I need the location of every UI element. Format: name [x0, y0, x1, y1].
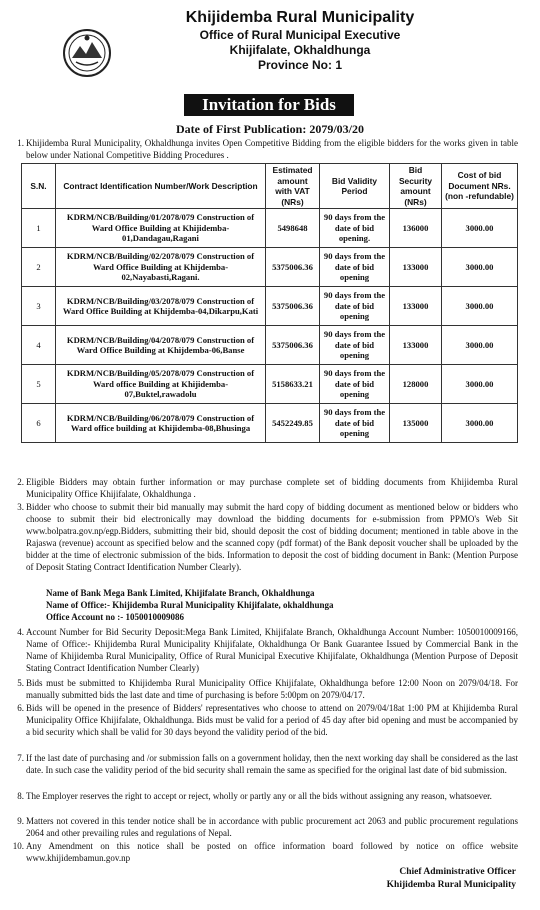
- bid-table: [21, 163, 518, 443]
- item-text: If the last date of purchasing and /or submission falls on a government holiday, then the next working day shall be considered as the last date. In such case the validity period of the bid security shall remain the same as specified for the original last date of bid submission.: [26, 753, 518, 775]
- publication-date: Date of First Publication: 2079/03/20: [176, 122, 364, 136]
- signatory-title: Chief Administrative Officer: [399, 867, 516, 877]
- bank-account-number: Office Account no :- 1050010009086: [46, 612, 184, 622]
- item-number: 1.: [17, 138, 24, 148]
- notice-item: [17, 677, 518, 701]
- cell-description: KDRM/NCB/Building/05/2078/079 Construction of Ward office Building at Khijidemba-07,Buktel,rawadolu: [56, 365, 266, 404]
- notice-item: [17, 626, 518, 674]
- cell-description: KDRM/NCB/Building/01/2078/079 Construction of Ward Office Building at Khijidemba-01,Dandagau,Ragani: [56, 209, 266, 248]
- cell-cost: 3000.00: [442, 248, 518, 287]
- table-row: [22, 287, 518, 326]
- letterhead: [0, 8, 540, 73]
- column-header: S.N.: [22, 164, 56, 209]
- cell-validity: 90 days from the date of bid opening: [320, 248, 390, 287]
- table-row: [22, 326, 518, 365]
- intro-paragraph: [17, 137, 518, 161]
- item-text: Account Number for Bid Security Deposit:Mega Bank Limited, Khijifalate Branch, Okhaldhunga Account Number: 1050010009166, Name of Office:- Khijidemba Rural Municipality Khijifalate, Okhaldhunga Or Bank Guarantee Issued by Commercial Bank in the Name of Khijidemba Rural Municipality, Office of Rural Municipal Executive Khijifalate, Okhaldhunga (Mention Purpose of Deposit Stating Contract Identification Number Clearly): [26, 627, 518, 673]
- notice-item: [17, 815, 518, 839]
- cell-validity: 90 days from the date of bid opening: [320, 404, 390, 443]
- notice-item: [17, 501, 518, 573]
- column-header: Cost of bid Document NRs.(non -refundable): [442, 164, 518, 209]
- bank-details: [46, 587, 334, 623]
- cell-security: 133000: [390, 248, 442, 287]
- table-row: [22, 365, 518, 404]
- cell-amount: 5375006.36: [266, 287, 320, 326]
- province: Province No: 1: [257, 58, 343, 72]
- cell-sn: 3: [22, 287, 56, 326]
- notice-item: [17, 790, 518, 802]
- notice-banner: Invitation for Bids: [184, 94, 354, 116]
- item-text: Bids will be opened in the presence of Bidders' representatives who choose to attend on 2079/04/18at 1:00 PM at Khijidemba Rural Municipality Office Khijifalate, Okhaldhunga. Bids must be valid for a period of 45 day after bid opening and must be accompanied by a bid security which shall be valid for 30 days beyond the validity period of the bid.: [26, 703, 518, 737]
- item-text: Any Amendment on this notice shall be posted on office information board followed by notice on office website www.khijidembamun.gov.np: [26, 841, 518, 863]
- cell-security: 133000: [390, 287, 442, 326]
- notice-item: [17, 702, 518, 738]
- table-header-row: [22, 164, 518, 209]
- cell-sn: 1: [22, 209, 56, 248]
- cell-validity: 90 days from the date of bid opening: [320, 365, 390, 404]
- item-number: 3.: [17, 502, 24, 512]
- cell-description: KDRM/NCB/Building/03/2078/079 Construction of Ward Office Building at Khijdemba-04,Dikarpu,Kati: [56, 287, 266, 326]
- cell-sn: 5: [22, 365, 56, 404]
- cell-amount: 5375006.36: [266, 248, 320, 287]
- item-text: Bids must be submitted to Khijidemba Rural Municipality Office Khijifalate, Okhaldhunga before 12:00 Noon on 2079/04/18. For manually submitted bids the last date and time of purchasing is before 5:00pm on 2079/04/17.: [26, 678, 518, 700]
- notice-item: [17, 476, 518, 500]
- cell-sn: 4: [22, 326, 56, 365]
- bank-office-name: Name of Office:- Khijidemba Rural Municipality Khijifalate, okhaldhunga: [46, 600, 334, 610]
- cell-validity: 90 days from the date of bid opening: [320, 287, 390, 326]
- cell-amount: 5158633.21: [266, 365, 320, 404]
- item-number: 2.: [17, 477, 24, 487]
- item-number: 10.: [12, 841, 24, 851]
- cell-amount: 5498648: [266, 209, 320, 248]
- table-row: [22, 209, 518, 248]
- municipality-name: Khijidemba Rural Municipality: [185, 9, 415, 26]
- item-number: 4.: [17, 627, 24, 637]
- cell-cost: 3000.00: [442, 209, 518, 248]
- table-row: [22, 248, 518, 287]
- signatory-organization: Khijidemba Rural Municipality: [386, 880, 516, 890]
- cell-validity: 90 days from the date of bid opening.: [320, 209, 390, 248]
- cell-cost: 3000.00: [442, 404, 518, 443]
- cell-cost: 3000.00: [442, 365, 518, 404]
- cell-sn: 2: [22, 248, 56, 287]
- bank-name: Name of Bank Mega Bank Limited, Khijifalate Branch, Okhaldhunga: [46, 588, 315, 598]
- cell-description: KDRM/NCB/Building/04/2078/079 Construction of Ward Office Building at Khijdemba-06,Banse: [56, 326, 266, 365]
- item-number: 7.: [17, 753, 24, 763]
- office-address: Khijifalate, Okhaldhunga: [229, 43, 371, 57]
- item-number: 9.: [17, 816, 24, 826]
- item-text: Khijidemba Rural Municipality, Okhaldhunga invites Open Competitive Bidding from the eligible bidders for the works given in table below under National Competitive Bidding Procedures .: [26, 138, 518, 160]
- cell-security: 136000: [390, 209, 442, 248]
- cell-security: 135000: [390, 404, 442, 443]
- cell-description: KDRM/NCB/Building/02/2078/079 Construction of Ward Office Building at Khijdemba-02,Nayabasti,Ragani.: [56, 248, 266, 287]
- office-name: Office of Rural Municipal Executive: [199, 28, 401, 42]
- column-header: Bid Validity Period: [320, 164, 390, 209]
- cell-cost: 3000.00: [442, 326, 518, 365]
- item-text: The Employer reserves the right to accept or reject, wholly or partly any or all the bids without assigning any reason, whatsoever.: [26, 791, 492, 801]
- item-text: Matters not covered in this tender notice shall be in accordance with public procurement act 2063 and public procurement regulations 2064 and other prevailing rules and regulations of Nepal.: [26, 816, 518, 838]
- item-text: Eligible Bidders may obtain further information or may purchase complete set of bidding documents from Khijidemba Rural Municipality Office Khijifalate, Okhaldhunga .: [26, 477, 518, 499]
- cell-validity: 90 days from the date of bid opening: [320, 326, 390, 365]
- cell-amount: 5375006.36: [266, 326, 320, 365]
- cell-security: 128000: [390, 365, 442, 404]
- cell-security: 133000: [390, 326, 442, 365]
- item-number: 6.: [17, 703, 24, 713]
- item-text: Bidder who choose to submit their bid manually may submit the hard copy of bidding document as mentioned below or bidders who choose to submit their bid electronically may download the bidding documents for e-submission from PPMO's Web Sit www.bolpatra.gov.np/egp.Bidders, submitting their bid, should deposit the cost of bidding document; mentioned in table above in the Rajaswa (revenue) account as specified below and the scanned copy (pdf format) of the Bank deposit voucher shall be uploaded by the bidder at the time of electronic submission of the bids. Information to deposit the cost of bidding document in Bank: (Mention Purpose of Deposit Stating Contract Identification Number Clearly).: [26, 502, 518, 572]
- column-header: Bid Security amount (NRs): [390, 164, 442, 209]
- notice-item: [17, 752, 518, 776]
- item-number: 5.: [17, 678, 24, 688]
- item-number: 8.: [17, 791, 24, 801]
- cell-amount: 5452249.85: [266, 404, 320, 443]
- table-row: [22, 404, 518, 443]
- cell-sn: 6: [22, 404, 56, 443]
- column-header: Estimated amount with VAT (NRs): [266, 164, 320, 209]
- cell-description: KDRM/NCB/Building/06/2078/079 Construction of Ward office building at Khijidemba-08,Bhusinga: [56, 404, 266, 443]
- signature-block: [387, 866, 516, 892]
- column-header: Contract Identification Number/Work Description: [56, 164, 266, 209]
- cell-cost: 3000.00: [442, 287, 518, 326]
- notice-item: [12, 840, 518, 864]
